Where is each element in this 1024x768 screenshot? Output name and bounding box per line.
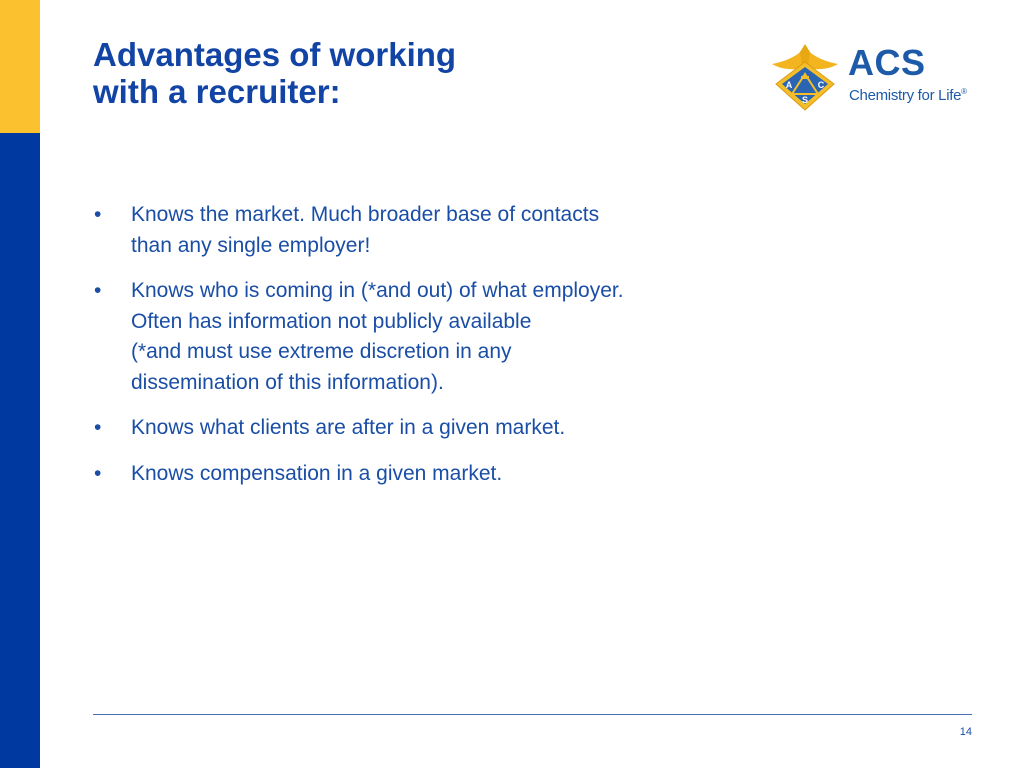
emblem-letter-s: S [801,95,809,105]
bullet-item [94,276,754,398]
footer-divider [93,714,972,715]
bullet-list [94,200,754,504]
bullet-line: Knows who is coming in (*and out) of what employer. [131,279,624,302]
registered-mark: ® [961,87,967,96]
bullet-line: dissemination of this information). [131,370,444,394]
side-bar-yellow-segment [0,0,40,133]
bullet-dot: • [94,461,102,485]
logo-tagline [849,83,967,105]
page-number: 14 [959,726,972,738]
slide-title-line-2: with a recruiter: [93,73,341,110]
emblem-letter-a: A [785,80,793,90]
bullet-item [94,459,754,490]
slide-title-line-1: Advantages of working [93,36,457,73]
bullet-dot: • [94,279,102,302]
bullet-line: Knows what clients are after in a given market. [131,416,566,439]
logo-wordmark: ACS [848,42,926,83]
bullet-line: Knows the market. Much broader base of contacts [131,203,600,226]
emblem-letter-c: C [817,80,825,90]
bullet-line: Knows compensation in a given market. [131,461,503,485]
side-accent-bar [0,0,40,768]
logo-tagline-text: Chemistry for Life [849,87,962,104]
bullet-line: Often has information not publicly available [131,309,532,333]
bullet-dot: • [94,203,102,226]
bullet-item [94,200,754,261]
bullet-line: than any single employer! [131,233,371,257]
side-bar-blue-segment [0,133,40,768]
bullet-line: (*and must use extreme discretion in any [131,340,512,363]
bullet-item [94,413,754,444]
bullet-dot: • [94,416,102,439]
slide-title [93,36,693,110]
acs-eagle-emblem-icon [772,44,838,110]
